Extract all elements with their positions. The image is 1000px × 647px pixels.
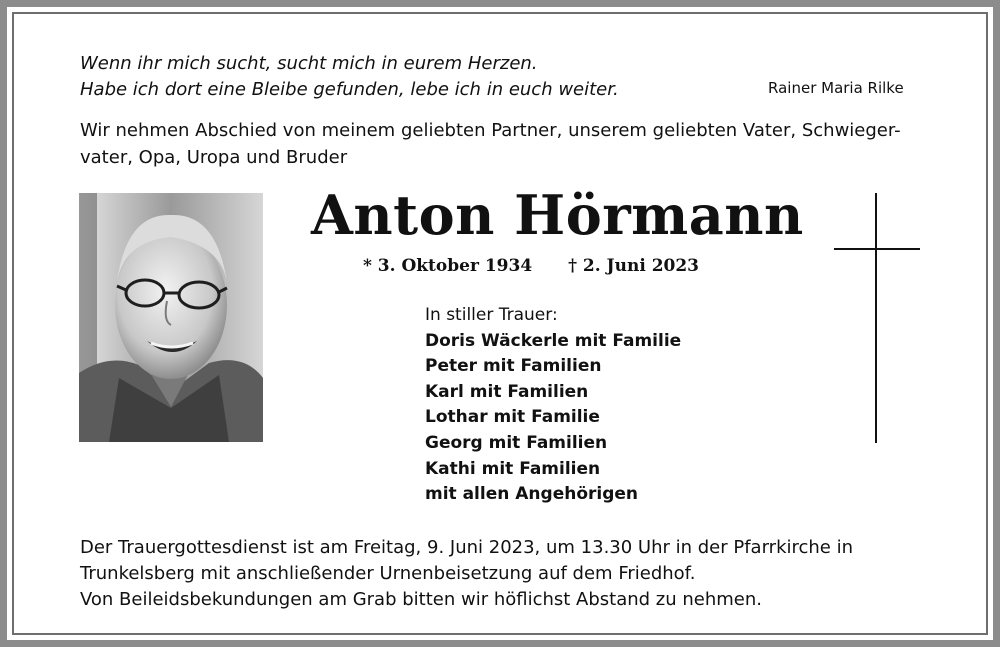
farewell-intro [80, 117, 922, 171]
mourner-item: Kathi mit Familien [425, 458, 601, 479]
mourners-list [425, 303, 681, 508]
quote-line-2: Habe ich dort eine Bleibe gefunden, lebe ich in euch weiter. [80, 79, 619, 100]
cross-icon [834, 193, 920, 443]
quote-line-1: Wenn ihr mich sucht, sucht mich in eurem Herzen. [80, 53, 538, 74]
service-line-1: Der Trauergottesdienst ist am Freitag, 9. Juni 2023, um 13.30 Uhr in der Pfarrkirche in [80, 537, 854, 558]
mourner-item: Doris Wäckerle mit Familie [425, 330, 682, 351]
mourners-lead: In stiller Trauer: [425, 305, 558, 325]
quote-author: Rainer Maria Rilke [768, 79, 904, 97]
service-line-2: Trunkelsberg mit anschließender Urnenbeisetzung auf dem Friedhof. [80, 563, 696, 584]
life-dates [363, 256, 699, 276]
cross-horizontal-bar [834, 248, 920, 250]
mourner-item: Karl mit Familien [425, 381, 589, 402]
intro-line-1: Wir nehmen Abschied von meinem geliebten Partner, unserem geliebten Vater, Schwieger- [80, 120, 901, 141]
mourner-item: mit allen Angehörigen [425, 484, 639, 505]
death-date: † 2. Juni 2023 [568, 256, 700, 276]
birth-date: * 3. Oktober 1934 [363, 256, 533, 276]
rilke-quote [80, 51, 619, 103]
portrait-photo [79, 193, 263, 442]
service-line-3: Von Beileidsbekundungen am Grab bitten wir höflichst Abstand zu nehmen. [80, 589, 763, 610]
mourner-item: Georg mit Familien [425, 432, 608, 453]
service-info [80, 535, 853, 613]
deceased-name: Anton Hörmann [311, 183, 804, 247]
cross-vertical-bar [875, 193, 877, 443]
intro-line-2: vater, Opa, Uropa und Bruder [80, 147, 348, 168]
portrait-image [79, 193, 263, 442]
mourner-item: Lothar mit Familie [425, 407, 600, 428]
mourner-item: Peter mit Familien [425, 356, 602, 377]
